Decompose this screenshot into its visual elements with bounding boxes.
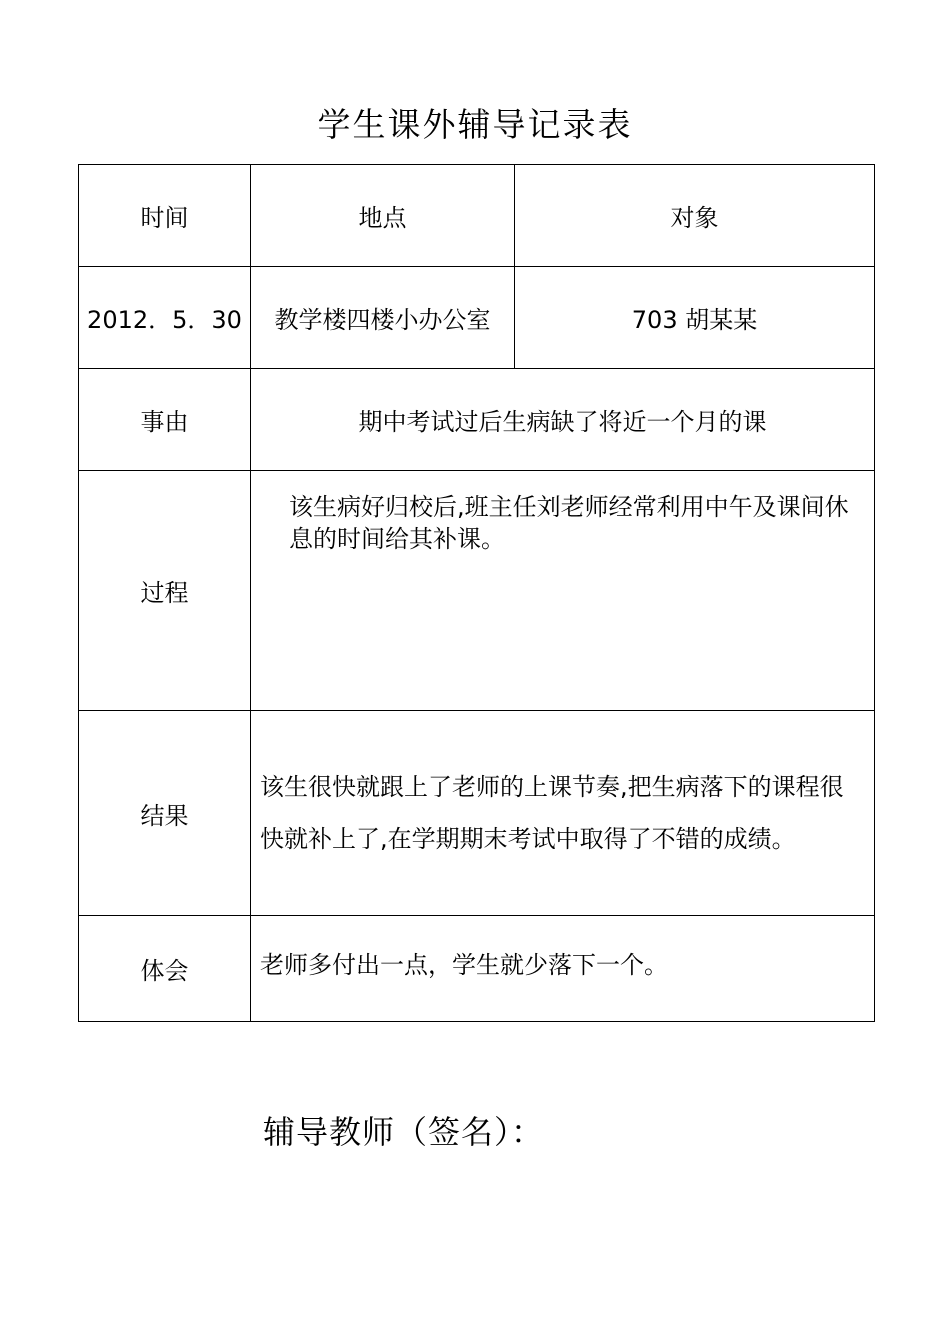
time-value: 2012．5．30 bbox=[79, 267, 251, 369]
target-header: 对象 bbox=[515, 165, 875, 267]
document-title: 学生课外辅导记录表 bbox=[317, 105, 633, 144]
values-row bbox=[79, 267, 875, 369]
signature-label: 辅导教师（签名）： bbox=[263, 1113, 545, 1151]
location-value: 教学楼四楼小办公室 bbox=[251, 267, 515, 369]
reason-label: 事由 bbox=[79, 369, 251, 471]
experience-label: 体会 bbox=[79, 916, 251, 1022]
reason-row bbox=[79, 369, 875, 471]
target-value: 703 胡某某 bbox=[515, 267, 875, 369]
result-text: 该生很快就跟上了老师的上课节奏,把生病落下的课程很快就补上了,在学期期末考试中取得了不错的成绩。 bbox=[251, 711, 875, 916]
process-text: 该生病好归校后,班主任刘老师经常利用中午及课间休息的时间给其补课。 bbox=[251, 471, 875, 711]
tutoring-record-table bbox=[78, 164, 875, 1022]
time-header: 时间 bbox=[79, 165, 251, 267]
location-header: 地点 bbox=[251, 165, 515, 267]
process-label: 过程 bbox=[79, 471, 251, 711]
header-row bbox=[79, 165, 875, 267]
experience-text: 老师多付出一点，学生就少落下一个。 bbox=[251, 916, 875, 1022]
experience-row bbox=[79, 916, 875, 1022]
result-label: 结果 bbox=[79, 711, 251, 916]
reason-text: 期中考试过后生病缺了将近一个月的课 bbox=[251, 369, 875, 471]
process-row bbox=[79, 471, 875, 711]
result-row bbox=[79, 711, 875, 916]
